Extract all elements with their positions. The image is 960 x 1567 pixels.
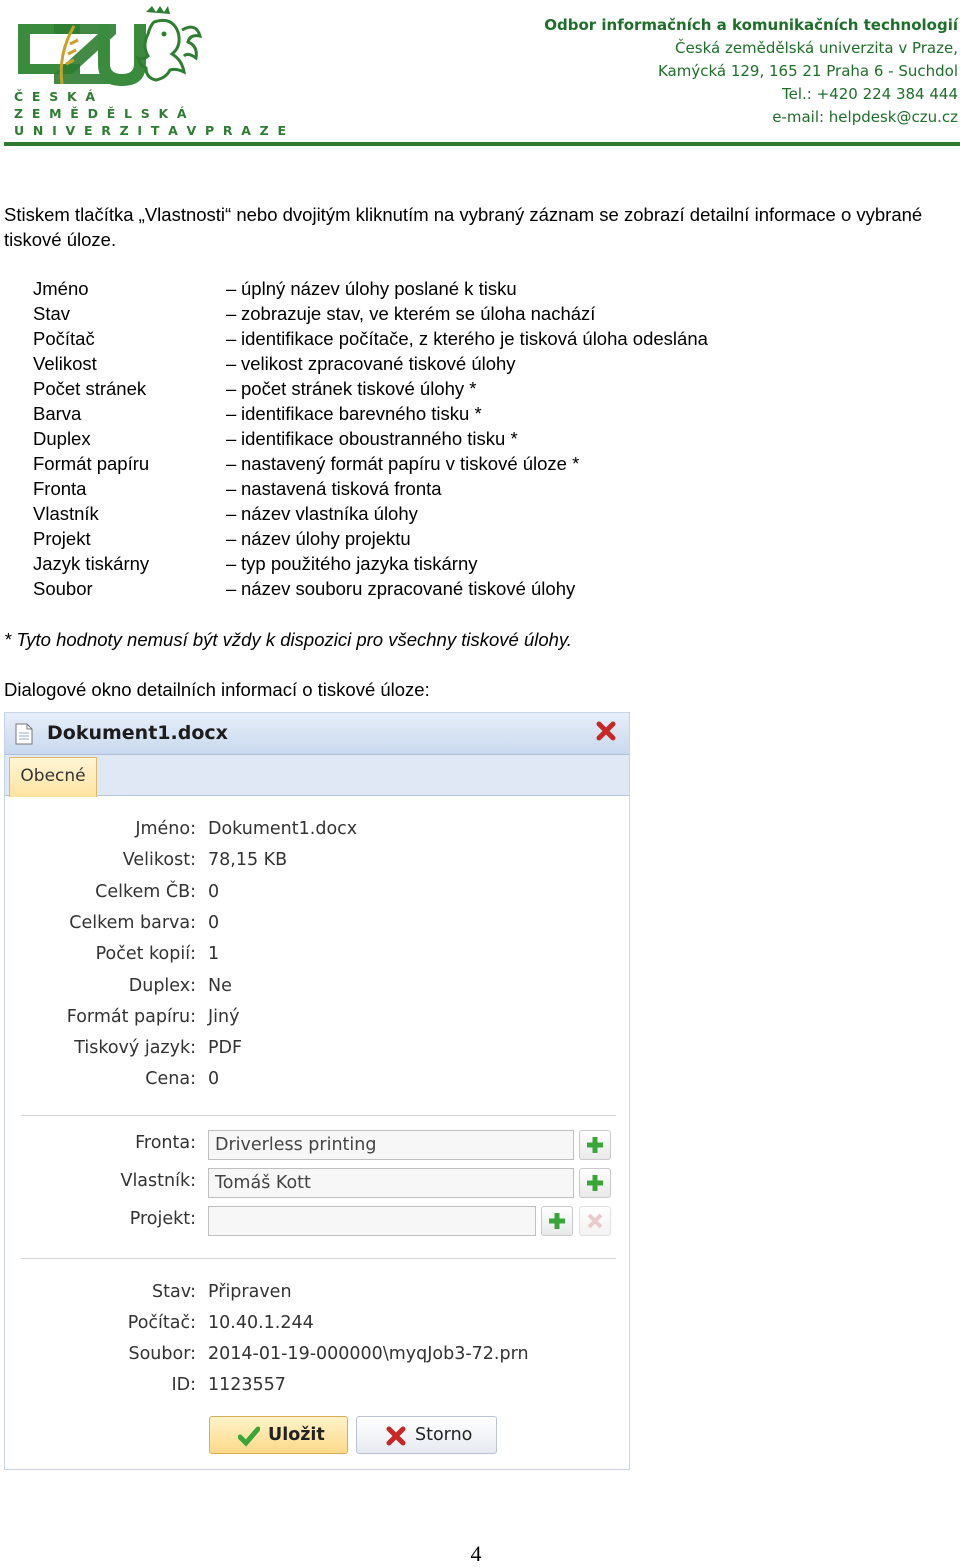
field-description: nastavená tisková fronta: [241, 478, 442, 499]
close-icon[interactable]: [595, 720, 617, 742]
owner-field[interactable]: Tomáš Kott: [208, 1168, 574, 1198]
field-description: název úlohy projektu: [241, 528, 411, 549]
intro-paragraph: Stiskem tlačítka „Vlastnosti“ nebo dvojitým kliknutím na vybraný záznam se zobrazí detailní informace o vybrané tiskové úloze.: [4, 204, 923, 250]
separator-2: [21, 1258, 616, 1259]
status-value: 1123557: [208, 1375, 286, 1395]
field-name: Soubor: [33, 578, 93, 599]
plus-icon: [585, 1135, 605, 1155]
field-name: Fronta: [33, 478, 87, 499]
header-divider: [4, 142, 960, 146]
status-label: Soubor:: [128, 1344, 196, 1364]
document-icon: [15, 723, 33, 745]
tab-bar: [5, 755, 629, 796]
field-name: Jazyk tiskárny: [33, 553, 150, 574]
field-name: Stav: [33, 303, 71, 324]
logo-wordmark: [14, 88, 288, 139]
checkmark-icon: [238, 1425, 260, 1447]
owner-label: Vlastník:: [120, 1171, 196, 1191]
info-value: 78,15 KB: [208, 850, 288, 871]
field-description: název souboru zpracované tiskové úlohy: [241, 578, 576, 599]
queue-label: Fronta:: [135, 1133, 196, 1153]
plus-icon: [547, 1211, 567, 1231]
project-field[interactable]: [208, 1206, 536, 1236]
field-description: nastavený formát papíru v tiskové úloze *: [241, 453, 580, 474]
info-value: Jiný: [208, 1006, 240, 1027]
org-name: Odbor informačních a komunikačních technologií: [544, 16, 958, 34]
info-label: Jméno:: [135, 819, 196, 839]
info-label: Velikost:: [122, 850, 196, 871]
dialog-caption: Dialogové okno detailních informací o tiskové úloze:: [4, 679, 430, 700]
field-dash: –: [226, 453, 237, 474]
field-dash: –: [226, 553, 237, 574]
logo-line-1: Č E S K Á: [14, 89, 98, 104]
info-label: Duplex:: [128, 975, 196, 996]
org-contact: [544, 14, 958, 129]
email[interactable]: e-mail: helpdesk@czu.cz: [772, 108, 958, 126]
status-value: 10.40.1.244: [208, 1313, 314, 1333]
page-number: 4: [470, 1541, 482, 1566]
field-dash: –: [226, 278, 237, 299]
status-value: 2014-01-19-000000\myqJob3-72.prn: [208, 1344, 529, 1364]
dialog-title: Dokument1.docx: [47, 722, 228, 744]
field-description: identifikace barevného tisku *: [241, 403, 482, 424]
field-dash: –: [226, 503, 237, 524]
field-name: Vlastník: [33, 503, 99, 524]
project-label: Projekt:: [129, 1209, 196, 1229]
add-owner-button[interactable]: [579, 1168, 611, 1198]
field-dash: –: [226, 403, 237, 424]
status-label: Počítač:: [127, 1313, 196, 1333]
status-label: ID:: [171, 1375, 196, 1395]
phone: Tel.: +420 224 384 444: [782, 85, 958, 103]
info-value: 0: [208, 912, 220, 933]
address-line-1: Česká zemědělská univerzita v Praze,: [675, 39, 958, 57]
status-label: Stav:: [152, 1282, 196, 1302]
field-description: velikost zpracované tiskové úlohy: [241, 353, 516, 374]
footnote: * Tyto hodnoty nemusí být vždy k dispozici pro všechny tiskové úlohy.: [4, 629, 572, 650]
info-value: 0: [208, 1069, 220, 1090]
logo-line-2: Z E M Ě D Ě L S K Á: [14, 106, 189, 121]
field-dash: –: [226, 528, 237, 549]
remove-project-button[interactable]: [579, 1206, 611, 1236]
dialog-titlebar: [5, 713, 629, 755]
tab-general[interactable]: Obecné: [9, 757, 97, 797]
address-line-2: Kamýcká 129, 165 21 Praha 6 - Suchdol: [657, 62, 958, 80]
czu-logo: [12, 4, 289, 138]
field-description: identifikace oboustranného tisku *: [241, 428, 518, 449]
info-label: Tiskový jazyk:: [74, 1038, 196, 1059]
add-queue-button[interactable]: [579, 1130, 611, 1160]
field-description: název vlastníka úlohy: [241, 503, 418, 524]
info-label: Cena:: [145, 1069, 196, 1090]
info-value: Dokument1.docx: [208, 819, 358, 839]
info-value: PDF: [208, 1038, 243, 1059]
field-dash: –: [226, 303, 237, 324]
field-name: Jméno: [33, 278, 89, 299]
cancel-button[interactable]: [356, 1416, 497, 1454]
field-name: Barva: [33, 403, 82, 424]
save-button[interactable]: [209, 1416, 348, 1454]
plus-icon: [585, 1173, 605, 1193]
separator-1: [21, 1115, 616, 1116]
job-detail-dialog: [4, 712, 630, 1470]
add-project-button[interactable]: [541, 1206, 573, 1236]
czu-logo-icon: [14, 4, 219, 90]
info-label: Formát papíru:: [66, 1006, 196, 1027]
info-value: Ne: [208, 975, 232, 996]
save-button-label: Uložit: [268, 1425, 325, 1445]
field-name: Projekt: [33, 528, 91, 549]
field-name: Počet stránek: [33, 378, 147, 399]
cancel-button-label: Storno: [415, 1425, 473, 1445]
info-label: Celkem barva:: [69, 912, 196, 933]
field-name: Duplex: [33, 428, 91, 449]
status-value: Připraven: [208, 1282, 292, 1302]
field-name: Počítač: [33, 328, 95, 349]
info-value: 1: [208, 944, 220, 965]
field-description: identifikace počítače, z kterého je tisková úloha odeslána: [241, 328, 708, 349]
field-name: Velikost: [33, 353, 97, 374]
field-dash: –: [226, 328, 237, 349]
field-dash: –: [226, 353, 237, 374]
field-dash: –: [226, 428, 237, 449]
queue-field[interactable]: Driverless printing: [208, 1130, 574, 1160]
logo-line-3: U N I V E R Z I T A V P R A Z E: [14, 123, 289, 138]
field-description: typ použitého jazyka tiskárny: [241, 553, 478, 574]
remove-icon: [585, 1211, 605, 1231]
cancel-icon: [385, 1425, 407, 1447]
info-label: Celkem ČB:: [95, 881, 196, 902]
field-dash: –: [226, 578, 237, 599]
field-dash: –: [226, 378, 237, 399]
info-value: 0: [208, 881, 220, 902]
field-name: Formát papíru: [33, 453, 150, 474]
field-description: zobrazuje stav, ve kterém se úloha nachází: [241, 303, 596, 324]
field-description: počet stránek tiskové úlohy *: [241, 378, 477, 399]
field-dash: –: [226, 478, 237, 499]
info-label: Počet kopií:: [95, 944, 196, 965]
field-description: úplný název úlohy poslané k tisku: [241, 278, 517, 299]
